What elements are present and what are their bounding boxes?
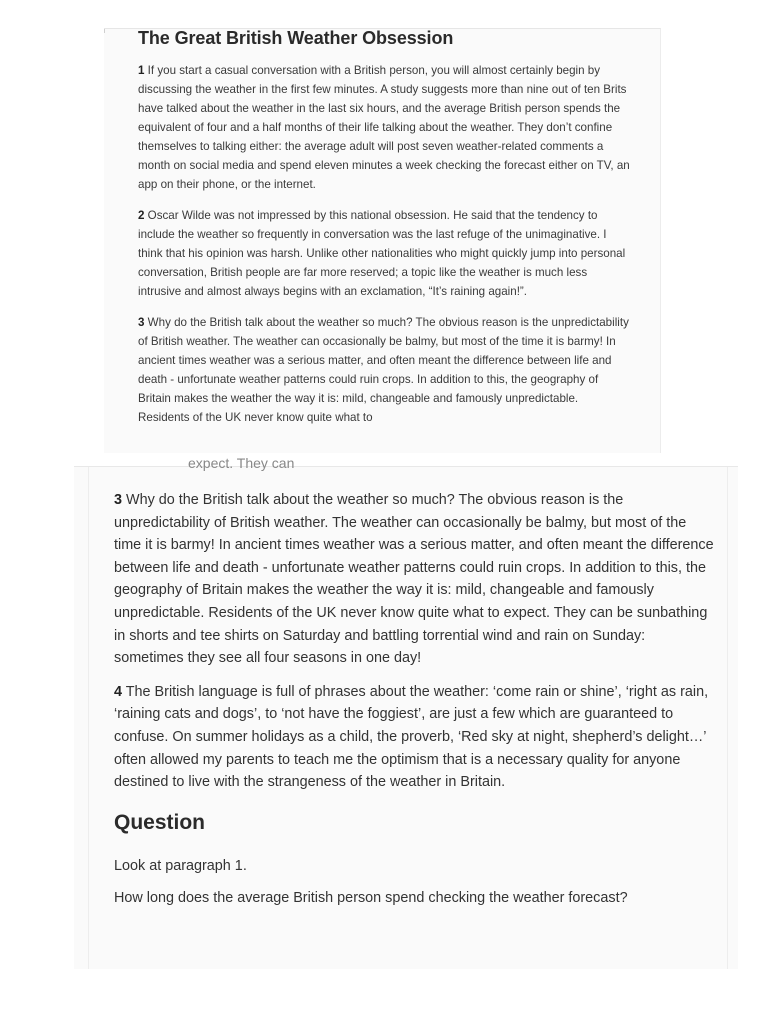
paragraph-number: 3 [138, 316, 145, 329]
question-heading: Question [114, 810, 206, 834]
frame-edge-left [88, 467, 89, 969]
paragraph-3 [138, 313, 632, 427]
paragraph-text: Oscar Wilde was not impressed by this national obsession. He said that the tendency to include the weather so frequently in conversation was the last refuge of the unimaginative. I think that his opinion was harsh. Unlike other nationalities who might quickly jump into personal conversation, British people are far more reserved; a topic like the weather is much less intrusive and almost always begins with an exclamation, “It’s raining again!”. [138, 209, 626, 298]
paragraph-text: Why do the British talk about the weather so much? The obvious reason is the unpredictability of British weather. The weather can occasionally be balmy, but most of the time it is barmy! In ancient times weather was a serious matter, and often meant the difference between life and death - unfortunate weather patterns could ruin crops. In addition to this, the geography of Britain makes the weather the way it is: mild, changeable and famously unpredictable. Residents of the UK never know quite what to expect. They can be sunbathing in shorts and tee shirts on Saturday and battling torrential wind and rain on Sunday: sometimes they see all four seasons in one day! [114, 492, 714, 667]
paragraph-number: 2 [138, 209, 145, 222]
question-instruction: Look at paragraph 1. [114, 857, 247, 874]
paragraph-number: 4 [114, 683, 123, 700]
article-title: The Great British Weather Obsession [138, 28, 454, 48]
paragraph-3-full [114, 489, 714, 670]
frame-edge-right [727, 467, 728, 969]
paragraph-text: Why do the British talk about the weather so much? The obvious reason is the unpredictability of British weather. The weather can occasionally be balmy, but most of the time it is barmy! In ancient times weather was a serious matter, and often meant the difference between life and death - unfortunate weather patterns could ruin crops. In addition to this, the geography of Britain makes the weather the way it is: mild, changeable and famously unpredictable. Residents of the UK never know quite what to [138, 316, 629, 424]
paragraph-4 [114, 681, 714, 794]
question-prompt: How long does the average British person spend checking the weather forecast? [114, 889, 628, 906]
paragraph-number: 3 [114, 492, 123, 508]
article-preview-upper [104, 28, 661, 453]
paragraph-number: 1 [138, 64, 145, 77]
article-body-upper [138, 27, 632, 427]
article-body-lower [114, 489, 714, 920]
paragraph-text: The British language is full of phrases about the weather: ‘come rain or shine’, ‘right as rain, ‘raining cats and dogs’, to ‘not have the foggiest’, are just a few which are guaranteed to confuse. On summer holidays as a child, the proverb, ‘Red sky at night, shepherd’s delight…’ often allowed my parents to teach me the optimism that is a necessary quality for anyone destined to live with the strangeness of the weather in Britain. [114, 683, 709, 791]
paragraph-1 [138, 61, 632, 194]
paragraph-text: If you start a casual conversation with a British person, you will almost certainly begin by discussing the weather in the first few minutes. A study suggests more than nine out of ten Brits have talked about the weather in the last six hours, and the average British person spends the equivalent of four and a half months of their life talking about the weather. They don’t confine themselves to talking either: the average adult will post seven weather-related comments a month on social media and spend eleven minutes a week checking the forecast either on TV, an app on their phone, or the internet. [138, 64, 630, 191]
clipped-text-line: expect. They can [188, 455, 295, 471]
paragraph-2 [138, 206, 632, 301]
article-preview-lower [74, 455, 738, 969]
